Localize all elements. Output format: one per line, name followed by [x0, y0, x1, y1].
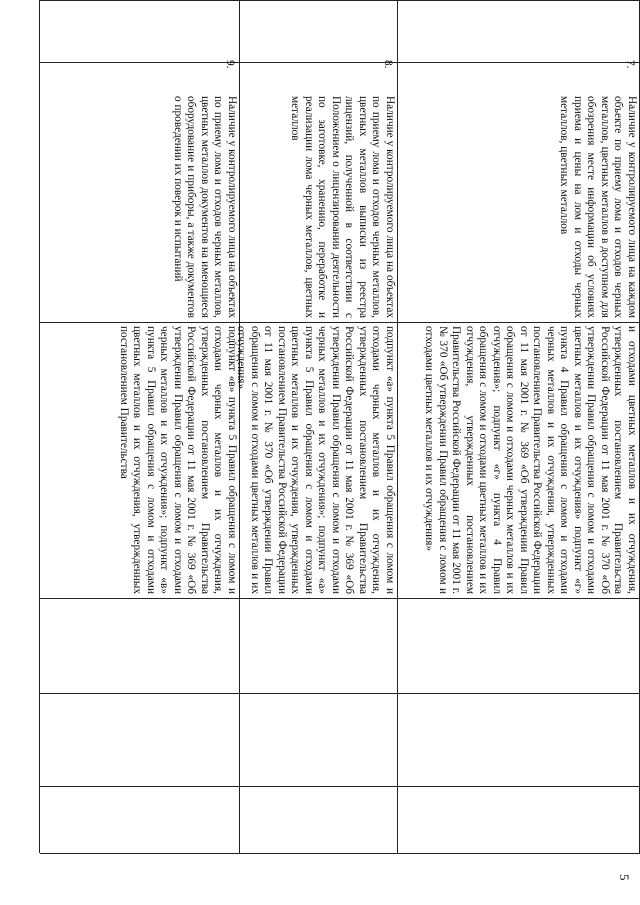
legal-reference-text: подпункт «в» пункта 5 Правил обращения с ломом и отходами черных металлов и их отчуждения, утвержденных постановлением Правительства Российской Федерации от 11 мая 2001 г. № 369 «Об утверждении Правил обращения с ломом и отходами черных металлов и их отчуждения»; подпункт «в» пункта 5 Правил обращения с ломом и отходами цветных металлов и их отчуждения, утвержденных постановлением Правительства [118, 326, 238, 594]
requirement-text: Наличие у контролируемого лица на объектах по приему лома и отходов черных металлов, цветных металлов документов на имеющиеся оборудование и приборы, а также документов о проведении их поверок и испытаний [172, 96, 238, 318]
table-bottom-border [39, 0, 40, 853]
column-divider [40, 62, 640, 63]
column-divider [40, 693, 640, 694]
legal-reference-text: подпункт «а» пункта 5 Правил обращения с ломом и отходами черных металлов и их отчуждения, утвержденных постановлением Правительства Российской Федерации от 11 мая 2001 г. № 369 «Об утверждении Правил обращения с ломом и отходами черных металлов и их отчуждения»; подпункт «а» пункта 5 Правил обращения с ломом и отходами цветных металлов и их отчуждения, утвержденных постановлением Правительства Российской Федерации от 11 мая 2001 г. № 370 «Об утверждении Правил обращения с ломом и отходами цветных металлов и их отчуждения» [235, 326, 396, 594]
page-number: 5 [617, 874, 632, 881]
column-divider [40, 786, 640, 787]
row-number: 8. [382, 60, 394, 69]
checklist-table [40, 0, 640, 853]
column-divider [40, 853, 640, 854]
column-divider [40, 322, 640, 323]
row-divider [397, 0, 398, 853]
requirement-text: Наличие у контролируемого лица на каждом объекте по приему лома и отходов черных металлов, цветных металлов в доступном для обозрения месте информации об условиях приема и цены на лом и отходы черных металлов, цветных металлов [558, 96, 638, 318]
legal-reference-text: и отходами цветных металлов и их отчуждения, утвержденных постановлением Правительства Российской Федерации от 11 мая 2001 г. № 370 «Об утверждении Правил обращения с ломом и отходами цветных металлов и их отчуждения» подпункт «г» пункта 4 Правил обращения с ломом и отходами черных металлов и их отчуждения, утвержденных постановлением Правительства Российской Федерации от 11 мая 2001 г. № 369 «Об утверждении Правил обращения с ломом и отходами черных металлов и их отчуждения»; подпункт «г» пункта 4 Правил обращения с ломом и отходами цветных металлов и их отчуждения, утвержденных постановлением Правительства Российской Федерации от 11 мая 2001 г. № 370 «Об утверждении Правил обращения с ломом и отходами цветных металлов и их отчуждения» [423, 326, 638, 594]
row-divider [239, 0, 240, 853]
column-divider [40, 598, 640, 599]
requirement-text: Наличие у контролируемого лица на объектах по приему лома и отходов черных металлов, цветных металлов выписки из реестра лицензий, полученной в соответствии с Положением о лицензировании деятельности по заготовке, хранению, переработке и реализации лома черных металлов, цветных металлов [289, 96, 396, 318]
row-number: 7. [624, 60, 636, 69]
column-divider [40, 0, 640, 1]
row-number: 9. [224, 60, 236, 69]
